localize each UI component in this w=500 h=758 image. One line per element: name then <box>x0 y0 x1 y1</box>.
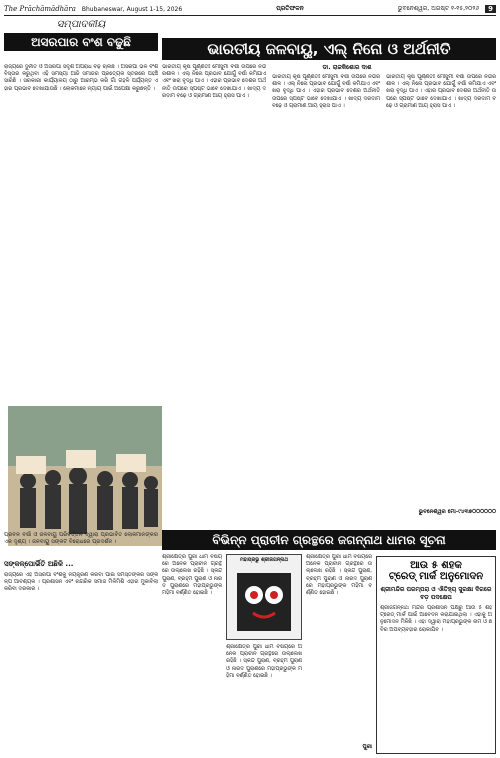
trademark-subhead: ଶ୍ରୀମନ୍ଦିର ପରମ୍ପରା ଓ ଐତିହ୍ୟ ସୁରକ୍ଷା ଦିଗରେ ବଡ଼ ପଦକ୍ଷେପ <box>380 586 492 601</box>
jagannath-author-sig: ପୁରୀ <box>362 744 372 750</box>
editorial-column <box>4 19 158 51</box>
editorial-body-continued: ରାଜ୍ୟରେ ଏହି ଅସରପା ବଂଶକୁ ନିୟନ୍ତ୍ରଣ କରିବା ପାଇଁ ସମସ୍ତଙ୍କର ସଙ୍କଳ୍ପ ଆବଶ୍ୟକ । ପ୍ରଶାସନ ଏବଂ ନାଗରିକ ସମାଜ ମିଳିମିଶି ଏହାର ମୁକାବିଲା କରିବା ଦରକାର । <box>4 572 158 593</box>
climate-body-col1: ଭାରତୀୟ କୃଷି ପୂର୍ଣ୍ଣତଃ ମୌସୁମୀ ବର୍ଷା ଉପରେ ନିର୍ଭରଶୀଳ । ଏଲ୍ ନିନୋ ପ୍ରଭାବ ଯୋଗୁଁ ବର୍ଷା କମିଯାଏ ଏବଂ ଖରା ବୃଦ୍ଧି ପାଏ । ଏହାର ପ୍ରଭାବ ଦେଶର ଅର୍ଥନୀତି ଉପରେ ସ୍ପଷ୍ଟ ଭାବେ ଦେଖାଯାଏ । ଖାଦ୍ୟ ଦରଦାମ ବଢ଼େ ଓ ଗ୍ରାମୀଣ ଆୟ ହ୍ରାସ ପାଏ । <box>162 64 266 99</box>
trademark-kicker: ଆଉ ୫ ଶହକ <box>410 560 462 571</box>
section-name: ପ୍ରତିଫଳନ <box>276 5 304 12</box>
photo-caption: ପ୍ରବଳ ବର୍ଷା ଓ ଜଳବାୟୁ ପରିବର୍ତ୍ତନ ଦ୍ୱାରା ପ୍ରଭାବିତ ଲୋକମାନଙ୍କର ଏକ ଦୃଶ୍ୟ । ଜଳବାୟୁ ସଙ୍କଟ ବିରୋଧରେ ପ୍ରଦର୍ଶନ । <box>4 532 158 545</box>
odia-date: ଭୁବନେଶ୍ୱର, ଅଗଷ୍ଟ ୧-୧୫,୨୦୨୬ <box>397 5 480 12</box>
page-number: 9 <box>485 5 496 13</box>
climate-body-col3: ଭାରତୀୟ କୃଷି ପୂର୍ଣ୍ଣତଃ ମୌସୁମୀ ବର୍ଷା ଉପରେ ନିର୍ଭରଶୀଳ । ଏଲ୍ ନିନୋ ପ୍ରଭାବ ଯୋଗୁଁ ବର୍ଷା କମିଯାଏ ଏବଂ ଖରା ବୃଦ୍ଧି ପାଏ । ଏହାର ପ୍ରଭାବ ଦେଶର ଅର୍ଥନୀତି ଉପରେ ସ୍ପଷ୍ଟ ଭାବେ ଦେଖାଯାଏ । ଖାଦ୍ୟ ଦରଦାମ ବଢ଼େ ଓ ଗ୍ରାମୀଣ ଆୟ ହ୍ରାସ ପାଏ । <box>386 74 496 109</box>
jagannath-article <box>162 554 372 754</box>
climate-headline: ଭାରତୀୟ ଜଳବାୟୁ, ଏଲ୍ ନିନୋ ଓ ଅର୍ଥନୀତି <box>162 38 496 60</box>
jagannath-body-col2: ଶ୍ରୀକ୍ଷେତ୍ର ପୁରୀ ଧାମ ବିଷୟରେ ଅନେକ ପ୍ରାଚୀନ ଗ୍ରନ୍ଥରେ ଉଲ୍ଲେଖ ରହିଛି । ସ୍କନ୍ଦ ପୁରାଣ, ବ୍ରହ୍ମ ପୁରାଣ ଓ ନାରଦ ପୁରାଣରେ ମହାପ୍ରଭୁଙ୍କ ମହିମା ବର୍ଣ୍ଣିତ ହୋଇଛି । <box>226 644 302 679</box>
jagannath-body-col1: ଶ୍ରୀକ୍ଷେତ୍ର ପୁରୀ ଧାମ ବିଷୟରେ ଅନେକ ପ୍ରାଚୀନ ଗ୍ରନ୍ଥରେ ଉଲ୍ଲେଖ ରହିଛି । ସ୍କନ୍ଦ ପୁରାଣ, ବ୍ରହ୍ମ ପୁରାଣ ଓ ନାରଦ ପୁରାଣରେ ମହାପ୍ରଭୁଙ୍କ ମହିମା ବର୍ଣ୍ଣିତ ହୋଇଛି । <box>162 554 222 597</box>
page-header <box>4 3 496 16</box>
column-name: ସମ୍ପାଦକୀୟ <box>56 19 106 30</box>
paper-name: The Prāchāmādhāra <box>4 5 76 13</box>
image-label: ମହାପ୍ରଭୁ ଶ୍ରୀଜଗନ୍ନାଥ <box>239 557 289 563</box>
jagannath-image <box>226 554 302 640</box>
jagannath-body-col3: ଶ୍ରୀକ୍ଷେତ୍ର ପୁରୀ ଧାମ ବିଷୟରେ ଅନେକ ପ୍ରାଚୀନ ଗ୍ରନ୍ଥରେ ଉଲ୍ଲେଖ ରହିଛି । ସ୍କନ୍ଦ ପୁରାଣ, ବ୍ରହ୍ମ ପୁରାଣ ଓ ନାରଦ ପୁରାଣରେ ମହାପ୍ରଭୁଙ୍କ ମହିମା ବର୍ଣ୍ଣିତ ହୋଇଛି । <box>306 554 372 597</box>
climate-body-col2: ଭାରତୀୟ କୃଷି ପୂର୍ଣ୍ଣତଃ ମୌସୁମୀ ବର୍ଷା ଉପରେ ନିର୍ଭରଶୀଳ । ଏଲ୍ ନିନୋ ପ୍ରଭାବ ଯୋଗୁଁ ବର୍ଷା କମିଯାଏ ଏବଂ ଖରା ବୃଦ୍ଧି ପାଏ । ଏହାର ପ୍ରଭାବ ଦେଶର ଅର୍ଥନୀତି ଉପରେ ସ୍ପଷ୍ଟ ଭାବେ ଦେଖାଯାଏ । ଖାଦ୍ୟ ଦରଦାମ ବଢ଼େ ଓ ଗ୍ରାମୀଣ ଆୟ ହ୍ରାସ ପାଏ । <box>272 74 380 109</box>
climate-article <box>162 64 496 524</box>
editorial-body: ରାଜ୍ୟରେ ଦୁର୍ନୀତି ଓ ଅସରପା ସଦୃଶ ଅପରାଧ ବଢ଼ି ଚାଲିଛି । ଅସରପା ଭଳି ବଂଶ ବିସ୍ତାର କରୁଥିବା ଏହି ସମସ୍ୟା ଆଜି ସମାଜର ପ୍ରତ୍ୟେକ ସ୍ତରରେ ପହଞ୍ଚି ସାରିଛି । ସରକାରୀ କାର୍ଯ୍ୟାଳୟ ଠାରୁ ଆରମ୍ଭ କରି ଗାଁ ଗହଳି ପର୍ଯ୍ୟନ୍ତ ଏହାର ପ୍ରଭାବ ଦେଖାଯାଉଛି । ଲୋକମାନେ ନ୍ୟାୟ ପାଇଁ ଅପେକ୍ଷା କରୁଛନ୍ତି । <box>4 64 158 92</box>
climate-byline: ଡା. ରାଜକିଶୋର ଦାଶ <box>322 64 372 71</box>
editorial-subhead: ସଙ୍କଳ୍ପୋର୍ଭିତି ଅଛିକି ... <box>4 560 74 568</box>
editorial-headline: ଅସରପାର ବଂଶ ବଢୁଛି <box>4 33 158 51</box>
date-line: Bhubaneswar, August 1-15, 2026 <box>81 5 183 13</box>
trademark-headline: ଟ୍ରେଡ୍ ମାର୍କ ଅନୁମୋଦନ <box>388 571 484 582</box>
climate-author-sig: ଭୁବନେଶ୍ୱର ମୋ-୯୪୩୭୦୦୦୦୦୦ <box>418 509 496 515</box>
jagannath-headline: ବିଭିନ୍ନ ପ୍ରାଚୀନ ଗ୍ରନ୍ଥରେ ଜଗନ୍ନାଥ ଧାମର ସୂଚନା <box>162 530 496 550</box>
trademark-body: ଶ୍ରୀଜଗନ୍ନାଥ ମନ୍ଦିର ପ୍ରଶାସନ ପକ୍ଷରୁ ଆଉ ୫ ଶହ ଟ୍ରେଡ୍ ମାର୍କ ପାଇଁ ଆବେଦନ କରାଯାଇଥିଲା । ଏହାକୁ ଅନୁମୋଦନ ମିଳିଛି । ଏହା ଦ୍ୱାରା ମହାପ୍ରଭୁଙ୍କ ନାମ ଓ ଛବିର ଅପବ୍ୟବହାର ରୋକାଯିବ । <box>380 605 492 633</box>
protest-photo <box>8 406 162 546</box>
trademark-box <box>376 556 496 754</box>
